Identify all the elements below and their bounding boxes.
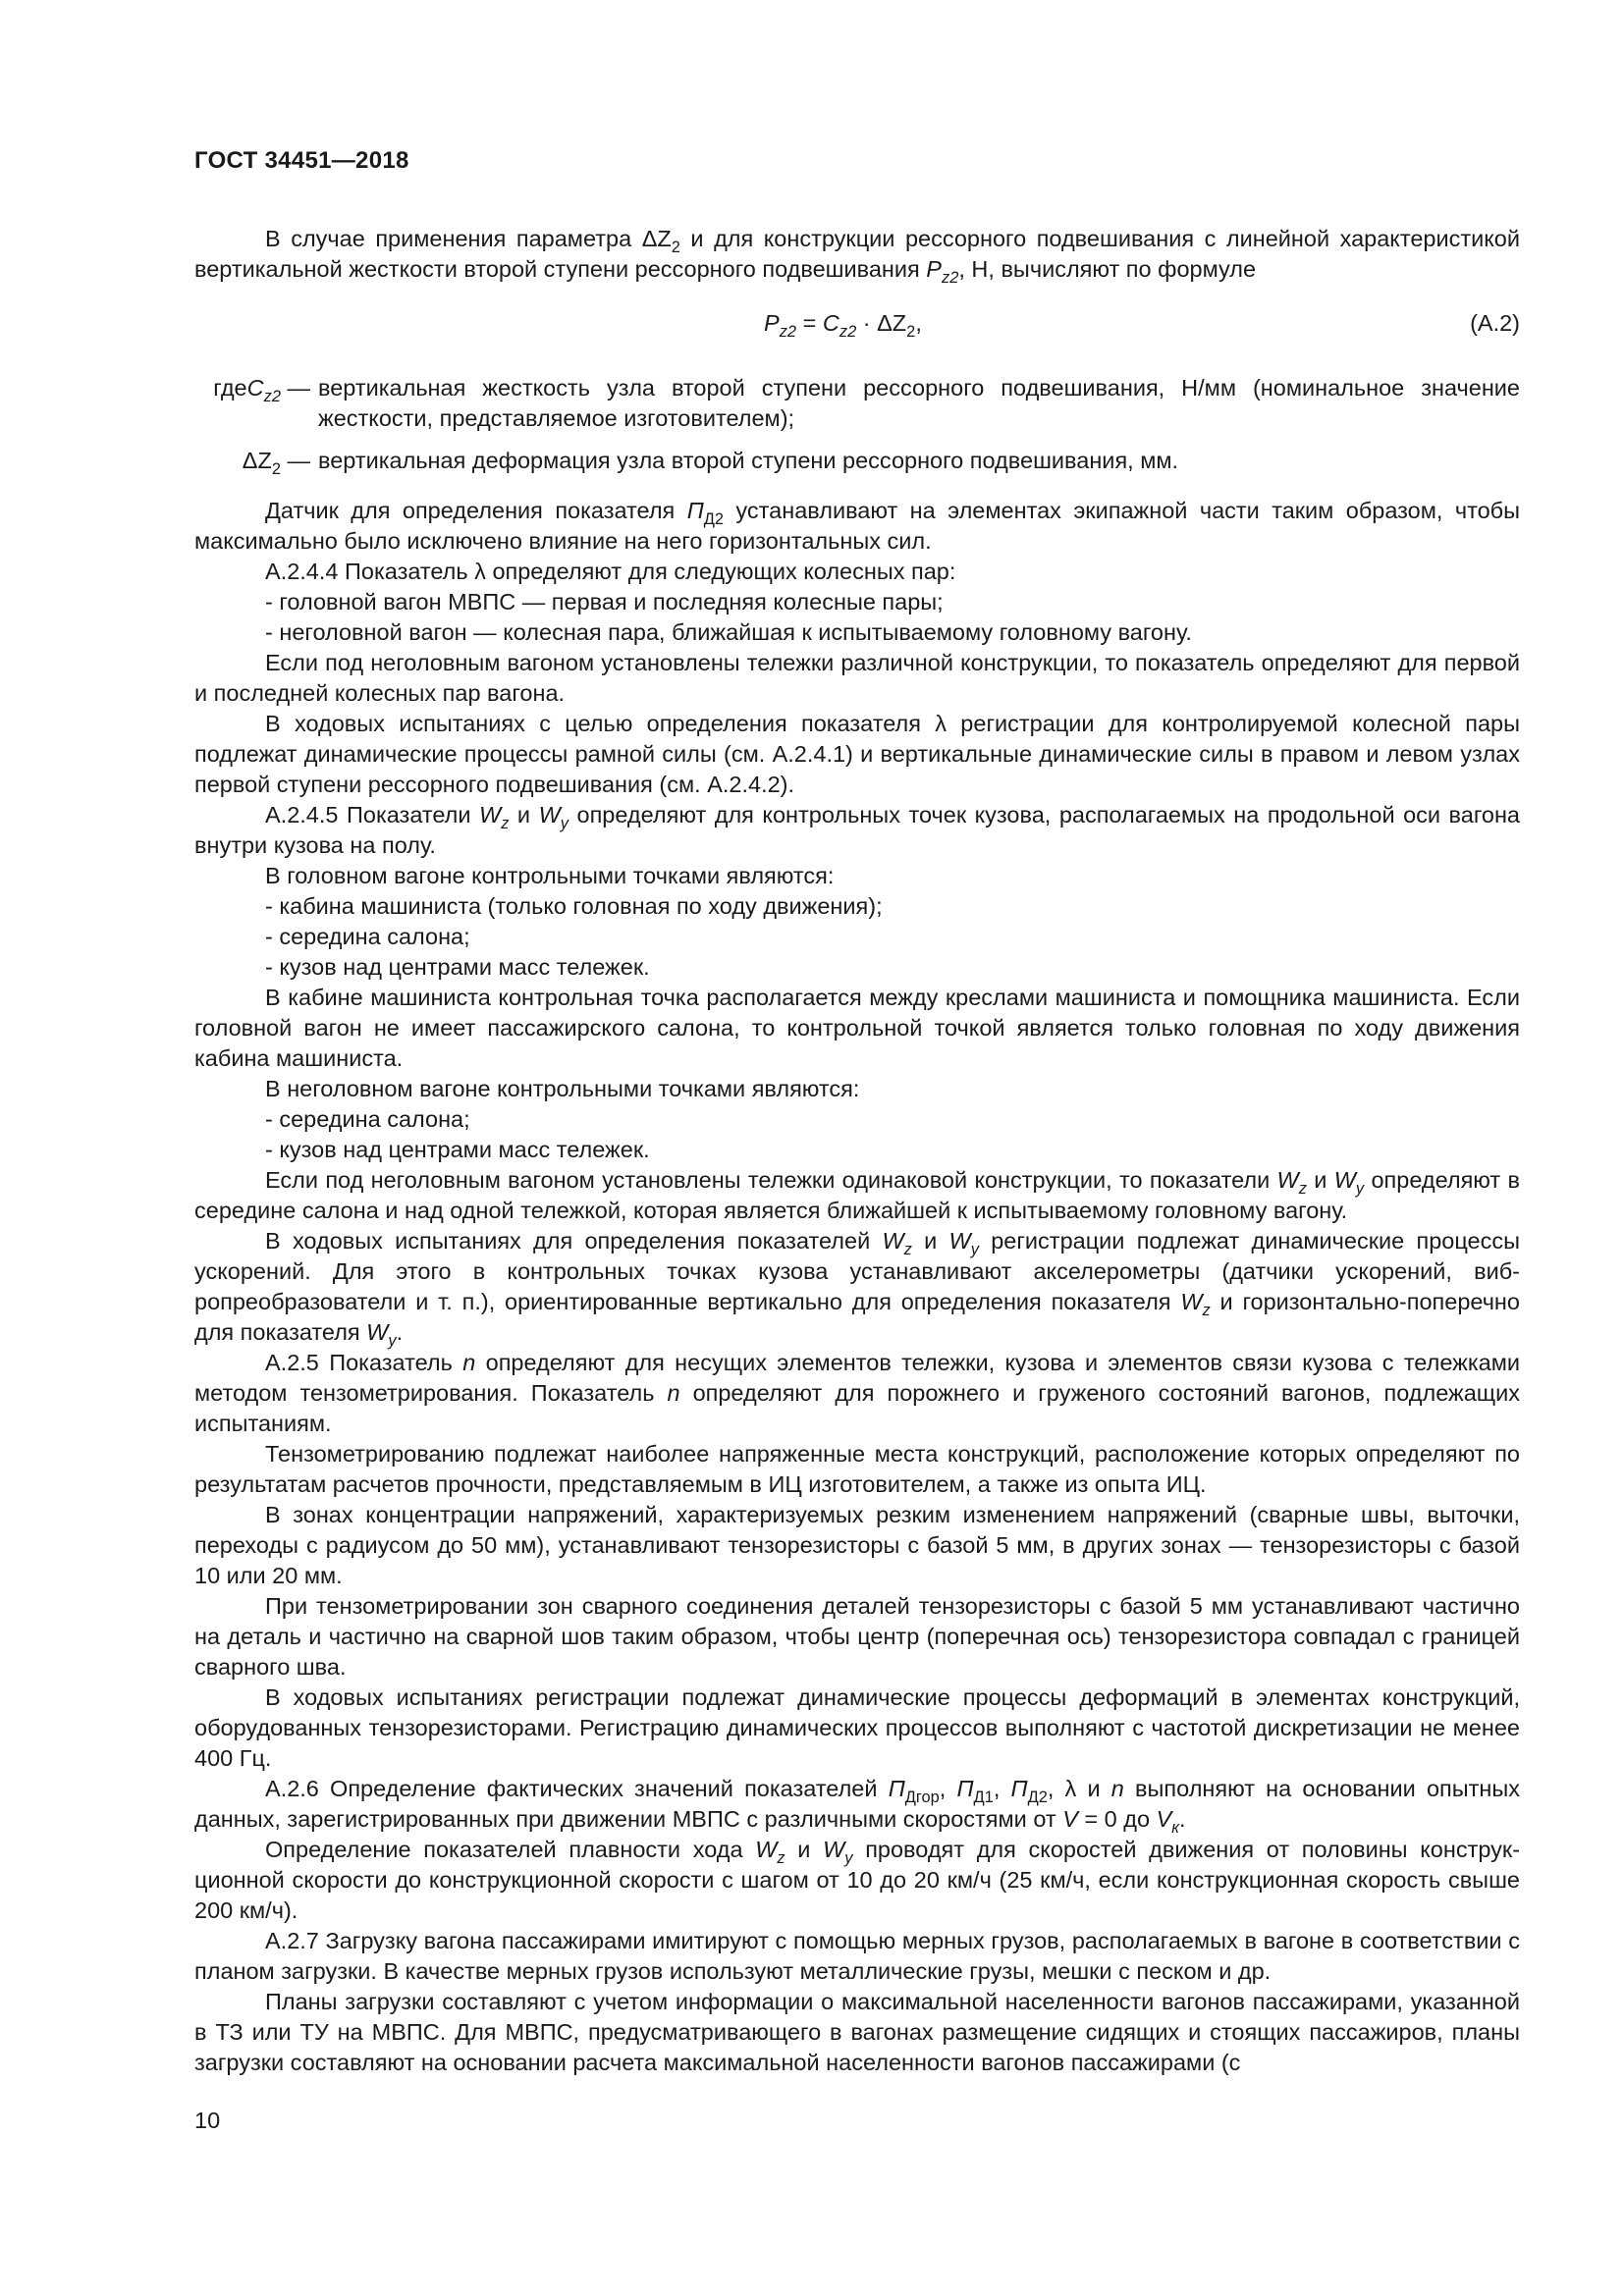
- definition-prefix: где: [213, 375, 247, 400]
- p-symbol: P: [926, 256, 942, 282]
- definitions-list: [194, 373, 1520, 476]
- text-run: и для конструкции рессорного подвешивания с линейной характеристикой вертикальной жесткости второй ступени рессорного подвешивания: [194, 226, 1520, 282]
- list-item: - середина салона;: [265, 924, 470, 949]
- subscript: 2: [271, 459, 281, 478]
- p-d-symbol: П: [888, 1776, 905, 1801]
- text-run: В случае применения параметра: [265, 226, 642, 251]
- text-run: ,: [939, 1776, 957, 1801]
- page-number: 10: [194, 2108, 221, 2133]
- list-item: - кабина машиниста (только головная по ходу движения);: [265, 893, 883, 919]
- text-run: устанавливают на элементах экипажной части таким образом, чтобы максимально было исключено влияние на него горизонтальных сил.: [194, 498, 1520, 554]
- w-symbol: W: [1276, 1167, 1299, 1193]
- subscript: z: [903, 1240, 912, 1258]
- text-run: А.2.6 Определение фактических значений показателей: [265, 1776, 889, 1801]
- text-run: А.2.4.5 Показатели: [265, 802, 480, 828]
- paragraph: Если под неголовным вагоном установлены тележки различной конструкции, то показатель определяют для первой и последней колесных пар вагона.: [194, 650, 1520, 706]
- text-run: и горизонтально-поперечно для показателя: [194, 1289, 1520, 1345]
- paragraph: [194, 1165, 1520, 1226]
- subscript: y: [1355, 1179, 1365, 1198]
- n-symbol: n: [667, 1380, 680, 1406]
- text-run: и: [785, 1837, 824, 1862]
- formula-expression: [764, 308, 922, 339]
- text-run: ,: [993, 1776, 1011, 1801]
- w-symbol: W: [1180, 1289, 1203, 1314]
- document-header: ГОСТ 34451—2018: [194, 147, 409, 174]
- subscript: y: [970, 1240, 979, 1258]
- subscript: Д1: [973, 1788, 994, 1806]
- subscript: y: [844, 1848, 853, 1867]
- subscript: 2: [671, 238, 680, 256]
- text-run: В ходовых испытаниях для определения показателей: [265, 1228, 883, 1254]
- text-run: Если под неголовным вагоном установлены тележки одинаковой конструкции, то показатели: [265, 1167, 1277, 1193]
- paragraph: В зонах концентрации напряжений, характеризуемых резким изменением напряжений (сварные швы, выточки, переходы с радиусом до 50 мм), устанавливают тензорезисторы с базой 5 мм, в других зонах — тензорезисторы с базой 10 или 20 мм.: [194, 1502, 1520, 1588]
- text-run: определяют для контрольных точек кузова, располагаемых на продольной оси вагона внутри кузова на полу.: [194, 802, 1520, 858]
- text-run: проводят для скоростей движения от половины конструкционной скорости до конструкционной скорости с шагом от 10 до 20 км/ч (25 км/ч, если конструкционная скорость свыше 200 км/ч).: [194, 1837, 1521, 1923]
- intro-paragraph: [194, 224, 1520, 285]
- w-symbol: W: [823, 1837, 845, 1862]
- p-d-symbol: П: [956, 1776, 974, 1801]
- definition-dash: —: [280, 375, 310, 400]
- text-run: Датчик для определения показателя: [265, 498, 687, 523]
- text-run: и: [911, 1228, 949, 1254]
- paragraph: [194, 1774, 1520, 1835]
- paragraph: В ходовых испытаниях с целью определения показателя λ регистрации для контролируемой колесной пары подлежат динамические процессы рамной силы (см. А.2.4.1) и вертикальные динамические силы в правом и левом узлах первой ступени рессорного подвешивания (см. А.2.4.2).: [194, 711, 1520, 797]
- subscript: Дгор: [904, 1788, 940, 1806]
- text-run: .: [396, 1319, 404, 1345]
- definition-text: вертикальная жесткость узла второй ступени рессорного подвешивания, Н/мм (номинальное значение жесткости, представляемое изготовителем);: [318, 375, 1520, 431]
- text-run: Определение показателей плавности хода: [265, 1837, 756, 1862]
- w-symbol: W: [882, 1228, 904, 1254]
- w-symbol: W: [1333, 1167, 1356, 1193]
- subscript: z2: [263, 387, 281, 405]
- paragraph: [194, 1226, 1520, 1348]
- paragraph: Тензометрированию подлежат наиболее напряженные места конструкций, расположение которых определяют по результатам расчетов прочности, представляемым в ИЦ изготовителем, а также из опыта ИЦ.: [194, 1441, 1520, 1497]
- text-run: выполняют на основании опытных данных, зарегистрированных при движении МВПС с различными скоростями от: [194, 1776, 1521, 1832]
- n-symbol: n: [1110, 1776, 1124, 1801]
- list-item: - головной вагон МВПС — первая и последняя колесные пары;: [265, 589, 944, 614]
- subscript: z2: [839, 322, 857, 341]
- text-run: определяют для несущих элементов тележки, кузова и элементов связи кузова с тележками методом тензометрирования. Показатель: [194, 1350, 1520, 1406]
- paragraph: В кабине машиниста контрольная точка располагается между креслами машиниста и помощника машиниста. Если головной вагон не имеет пассажирского салона, то контрольной точкой является только головная по ходу движения кабина машиниста.: [194, 985, 1520, 1071]
- definition-dash: —: [280, 448, 310, 473]
- text-run: и: [1306, 1167, 1334, 1193]
- w-symbol: W: [366, 1319, 389, 1345]
- list-item: - кузов над центрами масс тележек.: [265, 1137, 650, 1162]
- formula-a2: [194, 294, 1520, 357]
- paragraph: А.2.4.4 Показатель λ определяют для следующих колесных пар:: [265, 559, 956, 584]
- equals-sign: =: [796, 310, 823, 336]
- w-symbol: W: [755, 1837, 778, 1862]
- text-run: А.2.5 Показатель: [265, 1350, 463, 1375]
- n-symbol: n: [462, 1350, 476, 1375]
- paragraph: [194, 800, 1520, 861]
- subscript: y: [388, 1331, 397, 1350]
- document-body: [194, 224, 1520, 2078]
- subscript: z: [777, 1848, 785, 1867]
- definition-row: [194, 373, 1520, 434]
- paragraph: [194, 496, 1520, 557]
- definition-text: вертикальная деформация узла второй ступени рессорного подвешивания, мм.: [318, 448, 1179, 473]
- w-symbol: W: [479, 802, 502, 828]
- definition-term: [194, 373, 318, 434]
- subscript: 2: [906, 322, 916, 341]
- formula-number: (А.2): [1470, 310, 1520, 336]
- text-run: , λ и: [1047, 1776, 1111, 1801]
- subscript: z: [501, 814, 510, 832]
- paragraph: [194, 1348, 1520, 1439]
- paragraph: При тензометрировании зон сварного соединения деталей тензорезисторы с базой 5 мм устанавливают частично на деталь и частично на сварной шов таким образом, чтобы центр (поперечная ось) тензорезистора совпадал с границей сварного шва.: [194, 1593, 1520, 1680]
- subscript: z2: [941, 268, 959, 287]
- definition-term: [194, 446, 318, 476]
- v-symbol: V: [1062, 1806, 1078, 1832]
- formula-end: ,: [915, 310, 922, 336]
- subscript: к: [1171, 1818, 1180, 1837]
- formula-dot-dz: · ΔZ: [856, 310, 907, 336]
- text-run: и: [509, 802, 539, 828]
- v-symbol: V: [1156, 1806, 1172, 1832]
- subscript: z: [1298, 1179, 1307, 1198]
- formula-lhs: P: [764, 310, 780, 336]
- paragraph: В головном вагоне контрольными точками являются:: [265, 863, 835, 888]
- subscript: z2: [779, 322, 797, 341]
- text-run: .: [1179, 1806, 1186, 1832]
- list-item: - неголовной вагон — колесная пара, ближайшая к испытываемому головному вагону.: [265, 619, 1192, 645]
- list-item: - середина салона;: [265, 1106, 470, 1132]
- formula-c: C: [822, 310, 839, 336]
- w-symbol: W: [948, 1228, 971, 1254]
- delta-z-symbol: ΔZ: [641, 226, 672, 251]
- paragraph: В ходовых испытаниях регистрации подлежат динамические процессы деформаций в элементах конструкций, оборудованных тензорезисторами. Регистрацию динамических процессов выполняют с частотой дискретизации не менее 400 Гц.: [194, 1684, 1520, 1771]
- list-item: - кузов над центрами масс тележек.: [265, 954, 650, 980]
- definition-symbol: ΔZ: [242, 448, 272, 473]
- text-run: = 0 до: [1077, 1806, 1157, 1832]
- p-d-symbol: П: [1010, 1776, 1028, 1801]
- definition-row: [194, 446, 1520, 476]
- paragraph: А.2.7 Загрузку вагона пассажирами имитируют с помощью мерных грузов, располагаемых в вагоне в соответствии с планом загрузки. В качестве мерных грузов используют металлические грузы, мешки с песком и др.: [194, 1928, 1520, 1984]
- definition-symbol: C: [246, 375, 264, 400]
- paragraph: В неголовном вагоне контрольными точками являются:: [265, 1076, 860, 1101]
- subscript: z: [1202, 1301, 1211, 1319]
- subscript: Д2: [1027, 1788, 1048, 1806]
- text-run: , Н, вычисляют по формуле: [958, 256, 1257, 282]
- paragraph: [194, 1835, 1520, 1926]
- w-symbol: W: [538, 802, 561, 828]
- subscript: y: [560, 814, 568, 832]
- paragraph: Планы загрузки составляют с учетом информации о максимальной населенности вагонов пассажирами, указанной в ТЗ или ТУ на МВПС. Для МВПС, предусматривающего в вагонах размещение сидящих и стоящих пассажиров, планы загрузки составляют на основании расчета максимальной населенности вагонов пассажирами (с: [194, 1989, 1520, 2075]
- text-run: определяют в середине салона и над одной тележкой, которая является ближайшей к испытываемому головному вагону.: [194, 1167, 1520, 1223]
- text-run: определяют для порожнего и груженого состояний вагонов, подлежащих испытаниям.: [194, 1380, 1520, 1436]
- subscript: Д2: [703, 509, 725, 528]
- p-d-symbol: П: [686, 498, 704, 523]
- text-run: регистрации подлежат динамические процессы ускорений. Для этого в контрольных точках кузова устанавливают акселерометры (датчики ускорений, вибропреобразователи и т. п.), ориентированные вертикально для определения показателя: [194, 1228, 1520, 1314]
